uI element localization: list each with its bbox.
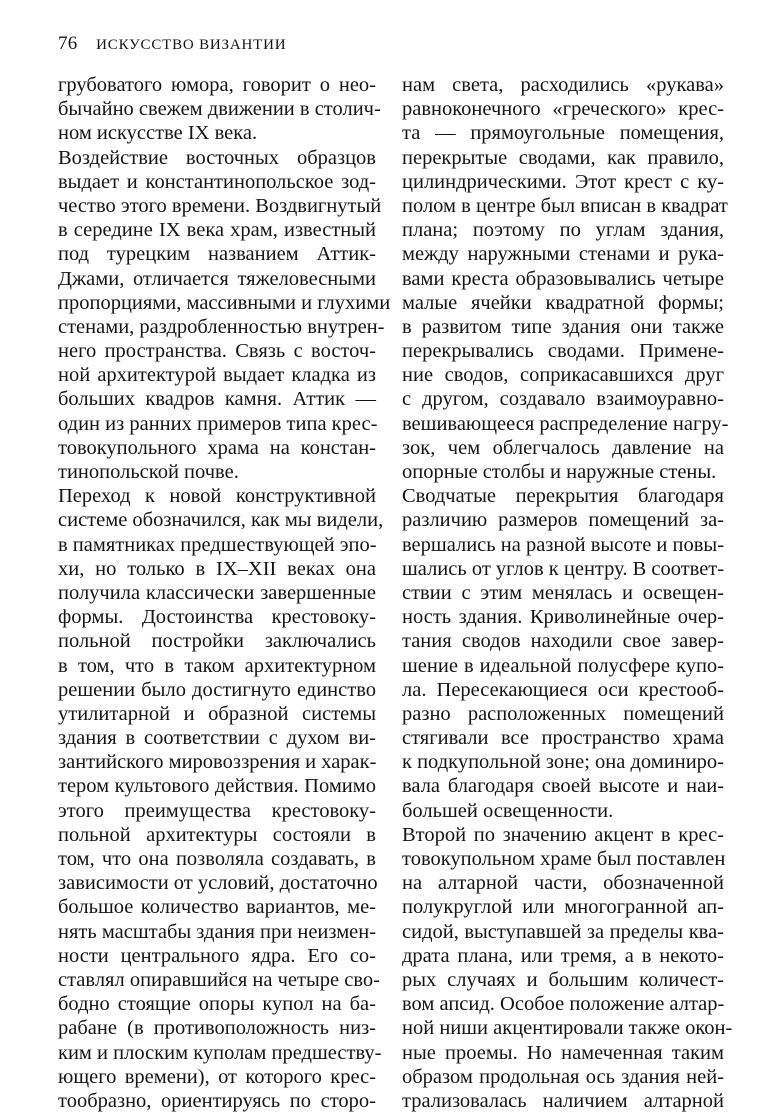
- text-line: ла. Пересекающиеся оси крестооб-: [402, 678, 724, 701]
- text-line: вершались на разной высоте и повы-: [402, 533, 725, 556]
- text-line: ющего времени), от которого крес-: [58, 1065, 376, 1088]
- text-line: ставлял опиравшийся на четыре сво-: [58, 968, 380, 991]
- text-line: стягивали все пространство храма: [402, 727, 724, 750]
- text-line: тинопольской почве.: [58, 461, 239, 483]
- text-line: Сводчатые перекрытия благодаря: [402, 485, 724, 508]
- text-line: драта плана, или тремя, а в некото-: [402, 944, 724, 967]
- text-line: товокупольном храме был поставлен: [402, 848, 726, 870]
- text-line: стенами, раздробленностью внутрен-: [58, 315, 385, 338]
- text-line: ность здания. Криволинейные очер-: [402, 606, 724, 629]
- text-line: получила классически завершенные: [58, 581, 376, 604]
- text-line: большое количество вариантов, ме-: [58, 896, 376, 919]
- text-line: между наружными стенами и рука-: [402, 243, 724, 266]
- text-line: грубоватого юмора, говорит о нео-: [58, 74, 376, 96]
- text-line: системе обозначился, как мы видели,: [58, 509, 384, 532]
- text-line: перекрытые сводами, как правило,: [402, 146, 724, 169]
- text-line: зок, чем облегчалось давление на: [402, 436, 724, 459]
- text-line: та — прямоугольные помещения,: [402, 122, 724, 145]
- left-text-column: [58, 73, 391, 1113]
- text-line: ной ниши акцентировали также окон-: [402, 1017, 733, 1040]
- text-line: решении было достигнуто единство: [58, 678, 376, 701]
- text-line: цилиндрическими. Этот крест с ку-: [402, 170, 724, 193]
- text-line: различию размеров помещений за-: [402, 509, 724, 532]
- text-line: сидой, выступавшей за пределы ква-: [402, 920, 724, 943]
- text-line: ствии с этим менялась и освещен-: [402, 581, 724, 604]
- text-line: полукруглой или многогранной ап-: [402, 896, 724, 919]
- text-line: образом продольная ось здания ней-: [402, 1065, 724, 1088]
- text-line: шение в идеальной полусфере купо-: [402, 654, 724, 677]
- text-line: ном искусстве IX века.: [58, 122, 258, 145]
- text-line: него пространства. Связь с восточ-: [58, 340, 376, 363]
- text-line: под турецким названием Аттик-: [58, 243, 376, 266]
- text-line: бодно стоящие опоры купол на ба-: [58, 993, 376, 1016]
- text-line: в середине IX века храм, известный: [58, 219, 376, 242]
- text-line: том, что она позволяла создавать, в: [58, 848, 376, 870]
- text-line: нам света, расходились «рукава»: [402, 74, 724, 96]
- text-line: Второй по значению акцент в крес-: [402, 823, 724, 846]
- text-line: шались от углов к центру. В соответ-: [402, 557, 725, 580]
- right-text-column: [402, 73, 733, 1113]
- text-line: к подкупольной зоне; она доминиро-: [402, 751, 724, 774]
- text-line: товокупольного храма на констан-: [58, 436, 376, 459]
- text-line: бычайно свежем движении в столич-: [58, 98, 381, 121]
- page-number: 76: [58, 33, 78, 54]
- text-line: польной архитектуры состояли в: [58, 823, 376, 846]
- text-line: малые ячейки квадратной формы;: [402, 291, 724, 314]
- text-line: рабане (в противоположность низ-: [58, 1017, 376, 1040]
- text-line: ные проемы. Но намеченная таким: [402, 1041, 724, 1064]
- text-line: опорные столбы и наружные стены.: [402, 461, 717, 483]
- text-line: плана; поэтому по углам здания,: [402, 219, 724, 242]
- text-line: нять масштабы здания при неизмен-: [58, 920, 377, 943]
- text-line: Воздействие восточных образцов: [58, 146, 376, 169]
- text-line: большей освещенности.: [402, 799, 614, 822]
- text-line: разно расположенных помещений: [402, 702, 724, 725]
- text-line: пропорциями, массивными и глухими: [58, 291, 391, 314]
- text-line: один из ранних примеров типа крес-: [58, 412, 378, 435]
- text-line: больших квадров камня. Аттик —: [58, 388, 376, 411]
- text-line: утилитарной и образной системы: [58, 702, 376, 725]
- text-line: вала благодаря своей высоте и наи-: [402, 775, 724, 798]
- text-line: этого преимущества крестовоку-: [58, 799, 376, 822]
- text-line: Джами, отличается тяжеловесными: [58, 267, 376, 290]
- text-line: хи, но только в IX–XII веках она: [58, 557, 376, 580]
- text-line: ние сводов, соприкасавшихся друг: [402, 364, 724, 387]
- text-line: рых случаях и большим количест-: [402, 968, 724, 991]
- text-line: вами креста образовывались четыре: [402, 267, 724, 290]
- text-line: ности центрального ядра. Его со-: [58, 944, 376, 967]
- text-line: зантийского мировоззрения и харак-: [58, 751, 377, 774]
- text-line: Переход к новой конструктивной: [58, 485, 376, 508]
- text-line: вом апсид. Особое положение алтар-: [402, 993, 725, 1016]
- text-line: в развитом типе здания они также: [402, 315, 724, 338]
- book-title: ИСКУССТВО ВИЗАНТИИ: [96, 37, 287, 53]
- text-line: в том, что в таком архитектурном: [58, 654, 376, 677]
- text-line: равноконечного «греческого» крес-: [402, 98, 724, 121]
- text-line: польной постройки заключались: [58, 630, 376, 653]
- text-line: тания сводов находили свое завер-: [402, 630, 724, 653]
- text-line: с другом, создавало взаимоуравно-: [402, 388, 724, 411]
- text-line: формы. Достоинства крестовоку-: [58, 606, 376, 629]
- text-line: тером культового действия. Помимо: [58, 775, 376, 798]
- text-line: ной архитектурой выдает кладка из: [58, 364, 376, 387]
- text-line: чество этого времени. Воздвигнутый: [58, 194, 382, 217]
- text-line: трализовалась наличием алтарной: [402, 1089, 724, 1112]
- running-head: [58, 33, 286, 56]
- text-line: в памятниках предшествующей эпо-: [58, 533, 377, 556]
- text-line: полом в центре был вписан в квадрат: [402, 194, 728, 217]
- text-line: здания в соответствии с духом ви-: [58, 727, 376, 750]
- text-line: выдает и константинопольское зод-: [58, 170, 376, 193]
- text-line: перекрывались сводами. Примене-: [402, 340, 724, 363]
- text-line: тообразно, ориентируясь по сторо-: [58, 1089, 376, 1112]
- text-line: зависимости от условий, достаточно: [58, 872, 378, 895]
- text-line: ким и плоским куполам предшеству-: [58, 1041, 382, 1064]
- text-line: вешивающееся распределение нагру-: [402, 412, 729, 435]
- text-line: на алтарной части, обозначенной: [402, 872, 724, 895]
